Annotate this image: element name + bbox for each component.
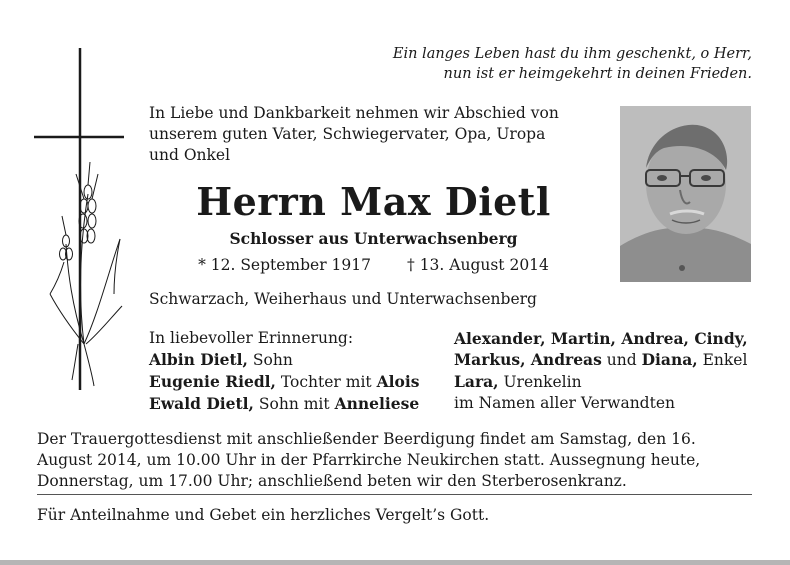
mourner-row-1 (149, 349, 449, 371)
thanks-text: Für Anteilnahme und Gebet ein herzliches Vergelt’s Gott. (37, 506, 490, 524)
conjunction: und (601, 351, 642, 369)
great-grandchild-name: Lara, (454, 372, 499, 391)
intro-line-2: unserem guten Vater, Schwiegervater, Opa, Uropa (149, 125, 546, 143)
mourner-name: Albin Dietl, (149, 350, 248, 369)
service-line-2: August 2014, um 10.00 Uhr in der Pfarrkirche Neukirchen statt. Aussegnung heute, (37, 451, 701, 469)
bible-quote (300, 44, 752, 84)
bottom-border (0, 560, 790, 565)
intro-text (149, 103, 598, 166)
mourner-relation: Tochter mit (275, 373, 377, 391)
mourners-heading: In liebevoller Erinnerung: (149, 329, 354, 347)
birth-date: * 12. September 1917 (198, 256, 372, 274)
divider (37, 494, 752, 495)
mourner-relation: Sohn mit (253, 395, 335, 413)
deceased-occupation: Schlosser aus Unterwachsenberg (229, 229, 518, 248)
quote-line-1: Ein langes Leben hast du ihm geschenkt, o Herr, (392, 46, 752, 62)
mourner-row-3 (149, 393, 449, 415)
mourner-row-2 (149, 371, 449, 393)
relatives-line: im Namen aller Verwandten (454, 394, 675, 412)
mourner-name: Ewald Dietl, (149, 394, 254, 413)
deceased-name: Herrn Max Dietl (196, 179, 551, 224)
cross-with-wheat-icon (28, 44, 138, 394)
portrait-illustration (620, 106, 751, 282)
funeral-service-text (37, 429, 752, 492)
mourners-left-column (149, 328, 449, 415)
great-grandchild-relation: Urenkelin (498, 373, 582, 391)
mourners-right-column (454, 328, 764, 414)
death-date: † 13. August 2014 (407, 256, 549, 274)
life-dates (149, 255, 598, 275)
grandchildren-line-2 (454, 349, 764, 371)
mourner-partner: Alois (376, 372, 420, 391)
great-grandchild-line (454, 371, 764, 393)
intro-line-1: In Liebe und Dankbarkeit nehmen wir Abschied von (149, 104, 559, 122)
intro-line-3: und Onkel (149, 146, 231, 164)
places-of-residence: Schwarzach, Weiherhaus und Unterwachsenberg (149, 290, 537, 308)
mourner-partner: Anneliese (334, 394, 420, 413)
grandchild-name: Diana, (641, 350, 698, 369)
grandchildren-line-1: Alexander, Martin, Andrea, Cindy, (454, 329, 748, 348)
mourner-relation: Sohn (247, 351, 293, 369)
service-line-1: Der Trauergottesdienst mit anschließender Beerdigung findet am Samstag, den 16. (37, 430, 696, 448)
quote-line-2: nun ist er heimgekehrt in deinen Frieden. (443, 66, 752, 82)
grandchildren-names: Markus, Andreas (454, 350, 602, 369)
portrait-photo (620, 106, 751, 282)
mourner-name: Eugenie Riedl, (149, 372, 276, 391)
service-line-3: Donnerstag, um 17.00 Uhr; anschließend beten wir den Sterberosenkranz. (37, 472, 627, 490)
grandchildren-relation: Enkel (697, 351, 748, 369)
